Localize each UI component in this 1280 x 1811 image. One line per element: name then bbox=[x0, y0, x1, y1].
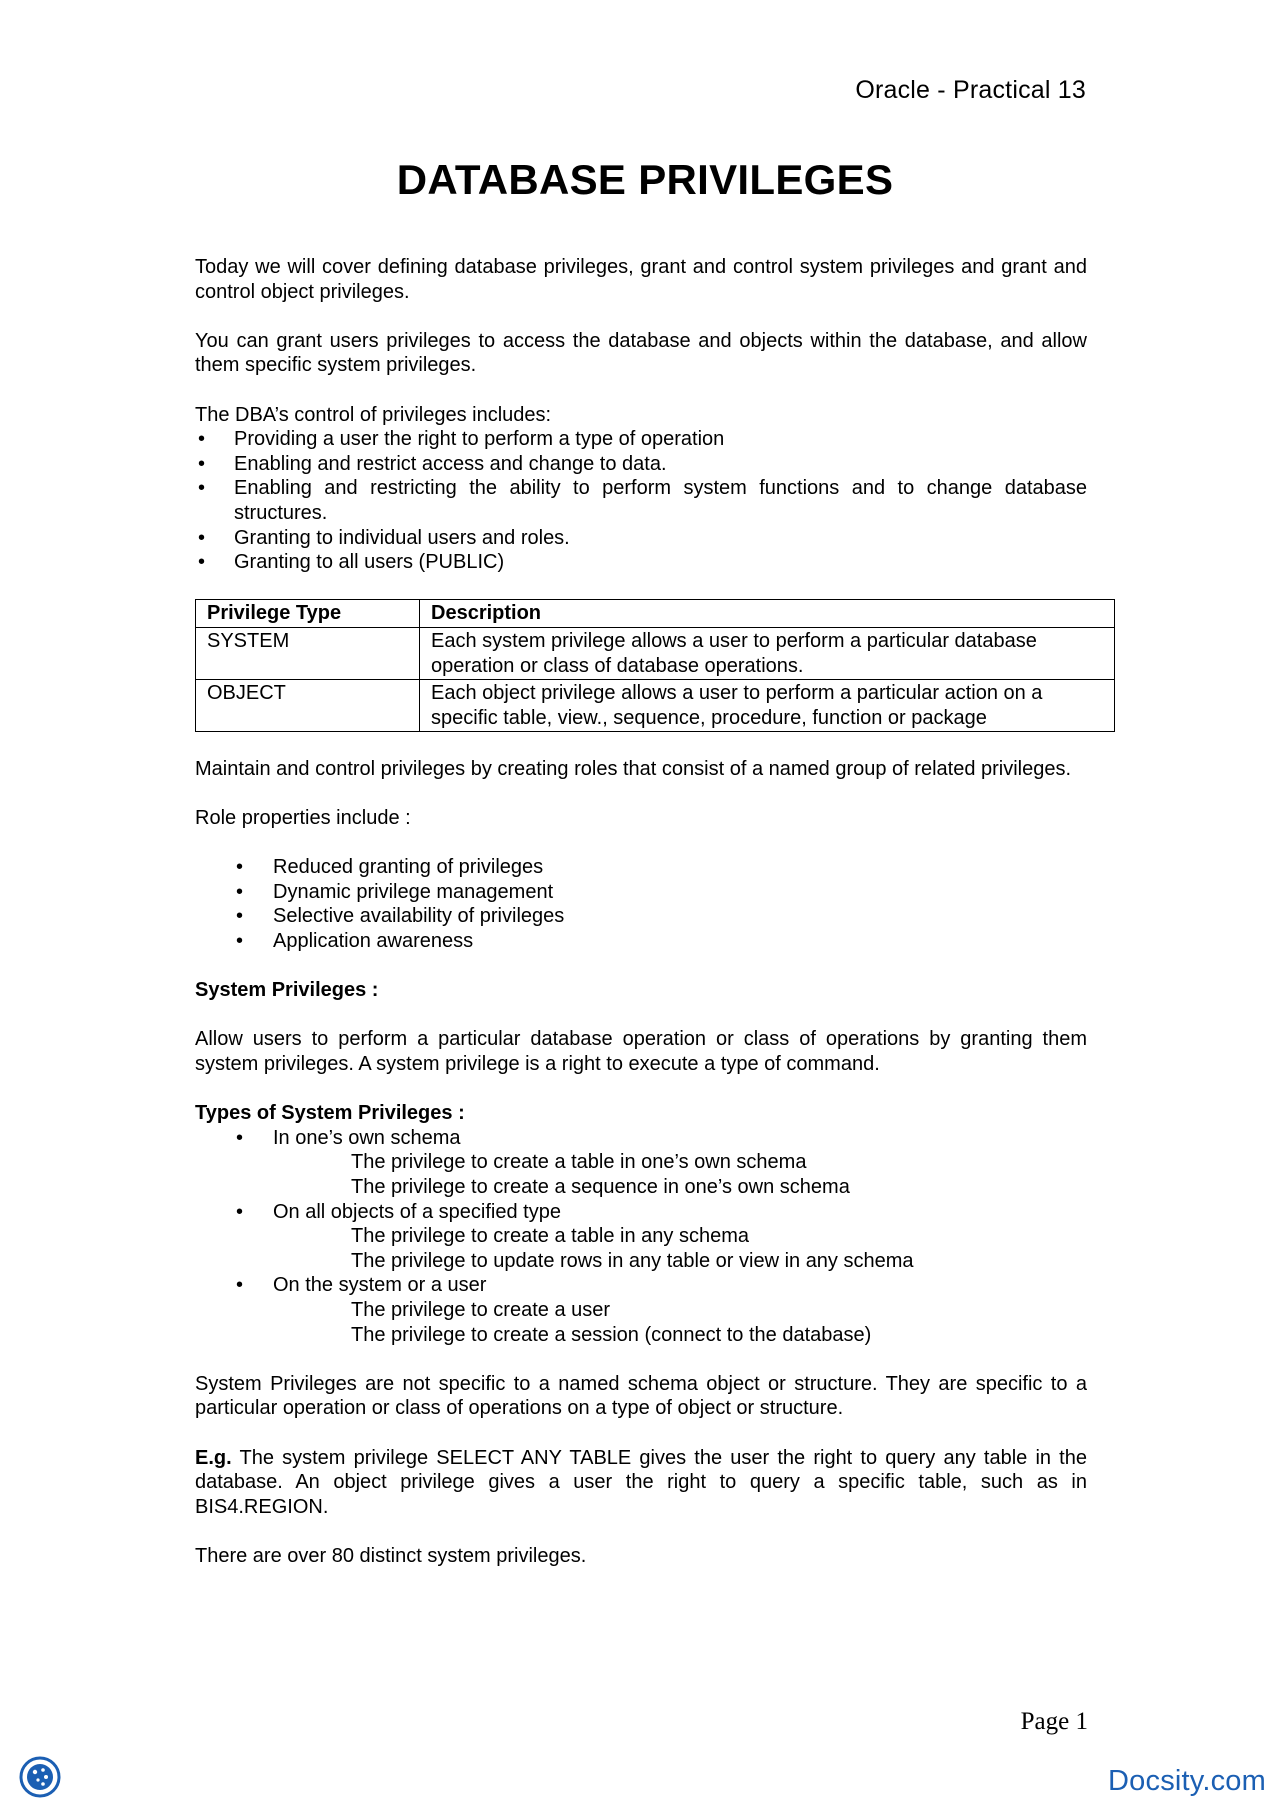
bullet-icon: • bbox=[236, 880, 244, 903]
roles-lead: Role properties include : bbox=[195, 807, 411, 830]
example-text: The system privilege SELECT ANY TABLE gives the user the right to query any table in the database. An object privilege gives a user the right to query a specific table, such as in BIS4.REGION. bbox=[195, 1446, 1087, 1518]
table-row bbox=[196, 627, 1115, 679]
sub-list bbox=[273, 1150, 1087, 1199]
list-item: • Granting to all users (PUBLIC) bbox=[198, 551, 505, 574]
page-number: Page 1 bbox=[1020, 1708, 1088, 1735]
specificity-paragraph: System Privileges are not specific to a named schema object or structure. They are specific to a particular operation or class of operations on a type of object or structure. bbox=[195, 1372, 1087, 1420]
privilege-table bbox=[195, 599, 1115, 732]
bullet-icon: • bbox=[236, 1200, 244, 1223]
types-heading: Types of System Privileges : bbox=[195, 1102, 465, 1125]
list-item: • Reduced granting of privileges bbox=[236, 856, 544, 879]
list-item: • In one’s own schema The privilege to create a table in one’s own schema The privilege to create a sequence in one’s own schema bbox=[195, 1126, 1087, 1200]
table-row bbox=[196, 680, 1115, 732]
types-list bbox=[195, 1126, 1087, 1347]
cell-privilege-type: OBJECT bbox=[196, 680, 420, 732]
example-paragraph bbox=[195, 1446, 1087, 1520]
bullet-icon: • bbox=[198, 551, 206, 574]
bullet-icon: • bbox=[198, 452, 206, 475]
example-label: E.g. bbox=[195, 1446, 232, 1469]
sub-list-item: The privilege to update rows in any table or view in any schema bbox=[351, 1249, 914, 1272]
header-description: Description bbox=[420, 600, 1115, 628]
bullet-icon: • bbox=[236, 1126, 244, 1149]
bullet-icon: • bbox=[198, 526, 206, 549]
sub-list bbox=[273, 1298, 1087, 1347]
intro-paragraph-1: Today we will cover defining database privileges, grant and control system privileges and grant and control object privileges. bbox=[195, 256, 1087, 303]
list-item: • Enabling and restrict access and change to data. bbox=[198, 452, 667, 475]
cell-description: Each system privilege allows a user to perform a particular database operation or class of database operations. bbox=[420, 627, 1115, 679]
bullet-icon: • bbox=[236, 905, 244, 928]
sub-list-item: The privilege to create a sequence in one’s own schema bbox=[351, 1175, 850, 1198]
intro-paragraph-2: You can grant users privileges to access the database and objects within the database, and allow them specific system privileges. bbox=[195, 329, 1087, 377]
system-privileges-heading: System Privileges : bbox=[195, 979, 379, 1002]
page-title: DATABASE PRIVILEGES bbox=[396, 156, 894, 203]
cell-privilege-type: SYSTEM bbox=[196, 627, 420, 679]
list-item: • Dynamic privilege management bbox=[236, 880, 554, 903]
bullet-icon: • bbox=[198, 428, 206, 451]
count-paragraph: There are over 80 distinct system privileges. bbox=[195, 1544, 587, 1567]
sub-list bbox=[273, 1224, 1087, 1273]
bullet-icon: • bbox=[236, 1274, 244, 1297]
document-body bbox=[195, 255, 1087, 1593]
list-item: • On the system or a user The privilege to create a user The privilege to create a session (connect to the database) bbox=[195, 1273, 1087, 1347]
list-item: • Enabling and restricting the ability to perform system functions and to change database structures. bbox=[198, 477, 1087, 524]
sub-list-item: The privilege to create a session (connect to the database) bbox=[351, 1323, 872, 1346]
role-properties-list bbox=[195, 855, 1087, 953]
dba-control-list bbox=[195, 427, 1087, 575]
dba-lead: The DBA’s control of privileges includes: bbox=[195, 403, 552, 426]
table-header-row bbox=[196, 600, 1115, 628]
sub-list-item: The privilege to create a table in any schema bbox=[351, 1225, 749, 1248]
bullet-icon: • bbox=[198, 477, 206, 500]
running-header: Oracle - Practical 13 bbox=[855, 76, 1086, 104]
roles-paragraph: Maintain and control privileges by creating roles that consist of a named group of related privileges. bbox=[195, 757, 1072, 780]
bullet-icon: • bbox=[236, 856, 244, 879]
docsity-brand-link[interactable]: Docsity.com bbox=[1108, 1765, 1266, 1797]
list-item: • Providing a user the right to perform a type of operation bbox=[198, 428, 725, 451]
header-privilege-type: Privilege Type bbox=[196, 600, 420, 628]
sub-list-item: The privilege to create a user bbox=[351, 1298, 611, 1321]
bullet-icon: • bbox=[236, 930, 244, 953]
sub-list-item: The privilege to create a table in one’s own schema bbox=[351, 1151, 807, 1174]
list-item: • Selective availability of privileges bbox=[236, 905, 565, 928]
system-privileges-paragraph: Allow users to perform a particular database operation or class of operations by granting them system privileges. A system privilege is a right to execute a type of command. bbox=[195, 1028, 1087, 1075]
list-item: • On all objects of a specified type The privilege to create a table in any schema The privilege to update rows in any table or view in any schema bbox=[195, 1200, 1087, 1274]
docsity-logo-icon bbox=[18, 1755, 62, 1799]
list-item: • Granting to individual users and roles. bbox=[198, 526, 570, 549]
list-item: • Application awareness bbox=[236, 930, 474, 953]
cell-description: Each object privilege allows a user to perform a particular action on a specific table, view., sequence, procedure, function or package bbox=[420, 680, 1115, 732]
